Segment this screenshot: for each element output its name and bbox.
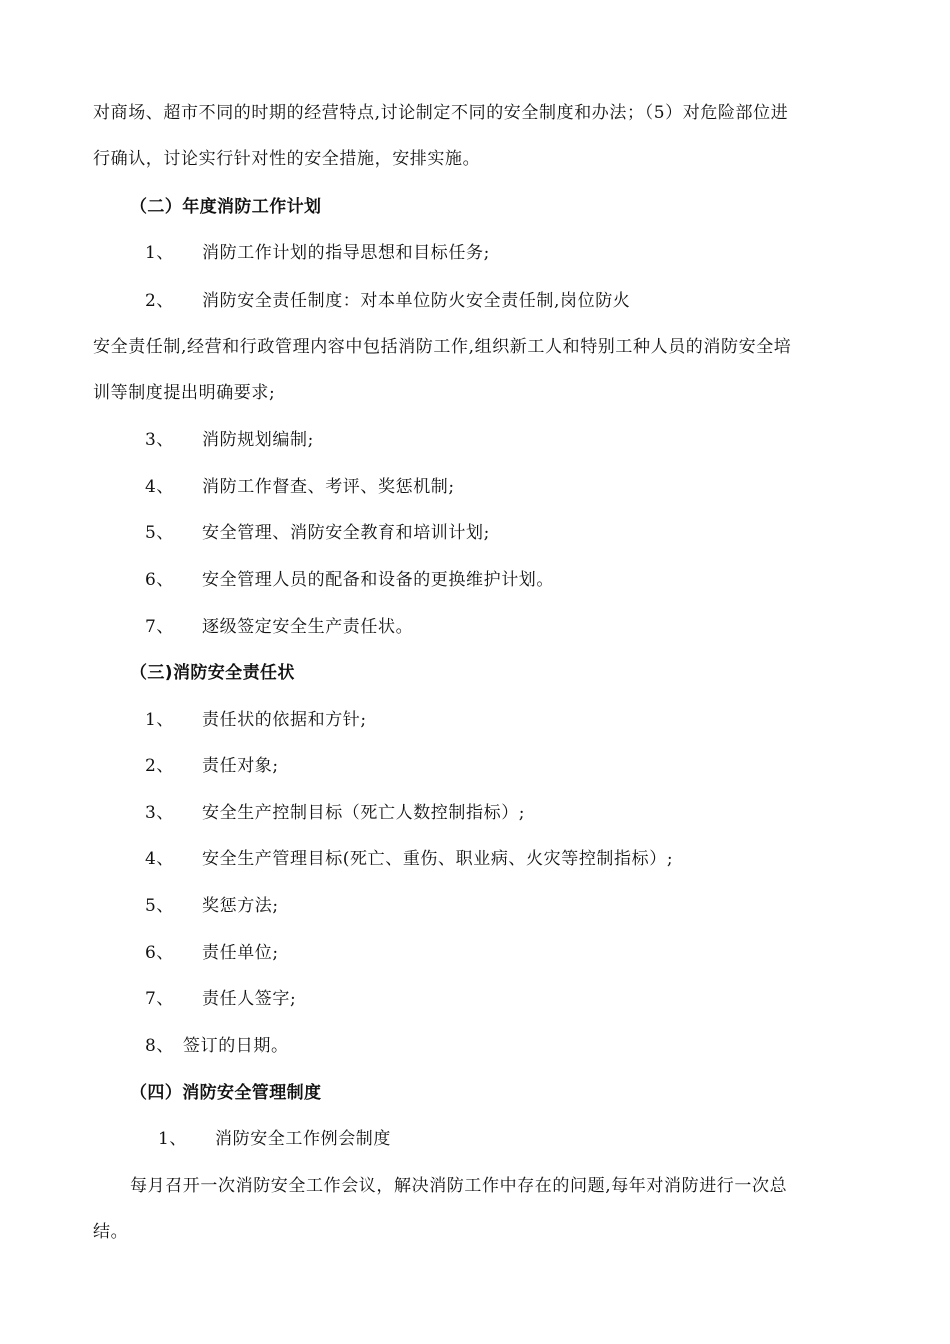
list-item-number: 4、 xyxy=(145,849,175,869)
list-item-number: 7、 xyxy=(145,617,175,637)
list-item-number: 4、 xyxy=(145,477,175,497)
list-item-text: 安全生产控制目标（死亡人数控制指标）; xyxy=(202,803,526,823)
list-item-number: 1、 xyxy=(145,710,175,730)
list-item-number: 2、 xyxy=(145,756,175,776)
list-item-number: 7、 xyxy=(145,989,175,1009)
paragraph-line: 训等制度提出明确要求; xyxy=(93,383,276,403)
list-item-text: 责任单位; xyxy=(202,943,279,963)
paragraph-line: 安全责任制,经营和行政管理内容中包括消防工作,组织新工人和特别工种人员的消防安全培 xyxy=(93,337,792,357)
paragraph-line: 行确认，讨论实行针对性的安全措施，安排实施。 xyxy=(93,149,481,169)
list-item-text: 消防安全工作例会制度 xyxy=(215,1129,391,1149)
list-item-text: 安全管理人员的配备和设备的更换维护计划。 xyxy=(202,570,554,590)
list-item-text: 安全生产管理目标(死亡、重伤、职业病、火灾等控制指标）; xyxy=(202,849,674,869)
list-item-number: 5、 xyxy=(145,523,175,543)
list-item-text: 奖惩方法; xyxy=(202,896,279,916)
paragraph-line: 结。 xyxy=(93,1222,129,1242)
section-heading-3: （三)消防安全责任状 xyxy=(130,663,295,683)
list-item-number: 6、 xyxy=(145,943,175,963)
paragraph-line: 每月召开一次消防安全工作会议，解决消防工作中存在的问题,每年对消防进行一次总 xyxy=(130,1176,788,1196)
paragraph-line: 对商场、超市不同的时期的经营特点,讨论制定不同的安全制度和办法；（5）对危险部位进 xyxy=(93,103,789,123)
list-item-text: 安全管理、消防安全教育和培训计划; xyxy=(202,523,490,543)
list-item-number: 1、 xyxy=(145,243,175,263)
list-item-number: 8、 xyxy=(145,1036,175,1056)
list-item-text: 消防规划编制; xyxy=(202,430,314,450)
list-item-number: 3、 xyxy=(145,430,175,450)
list-item-text: 责任人签字; xyxy=(202,989,297,1009)
list-item-text: 责任对象; xyxy=(202,756,279,776)
list-item-text: 签订的日期。 xyxy=(183,1036,289,1056)
list-item-text: 消防安全责任制度：对本单位防火安全责任制,岗位防火 xyxy=(202,291,631,311)
list-item-number: 5、 xyxy=(145,896,175,916)
list-item-number: 1、 xyxy=(158,1129,188,1149)
list-item-number: 6、 xyxy=(145,570,175,590)
list-item-text: 逐级签定安全生产责任状。 xyxy=(202,617,414,637)
list-item-text: 责任状的依据和方针; xyxy=(202,710,367,730)
section-heading-4: （四）消防安全管理制度 xyxy=(130,1083,322,1103)
list-item-number: 3、 xyxy=(145,803,175,823)
list-item-number: 2、 xyxy=(145,291,175,311)
list-item-text: 消防工作计划的指导思想和目标任务; xyxy=(202,243,490,263)
list-item-text: 消防工作督查、考评、奖惩机制; xyxy=(202,477,455,497)
section-heading-2: （二）年度消防工作计划 xyxy=(130,197,322,217)
